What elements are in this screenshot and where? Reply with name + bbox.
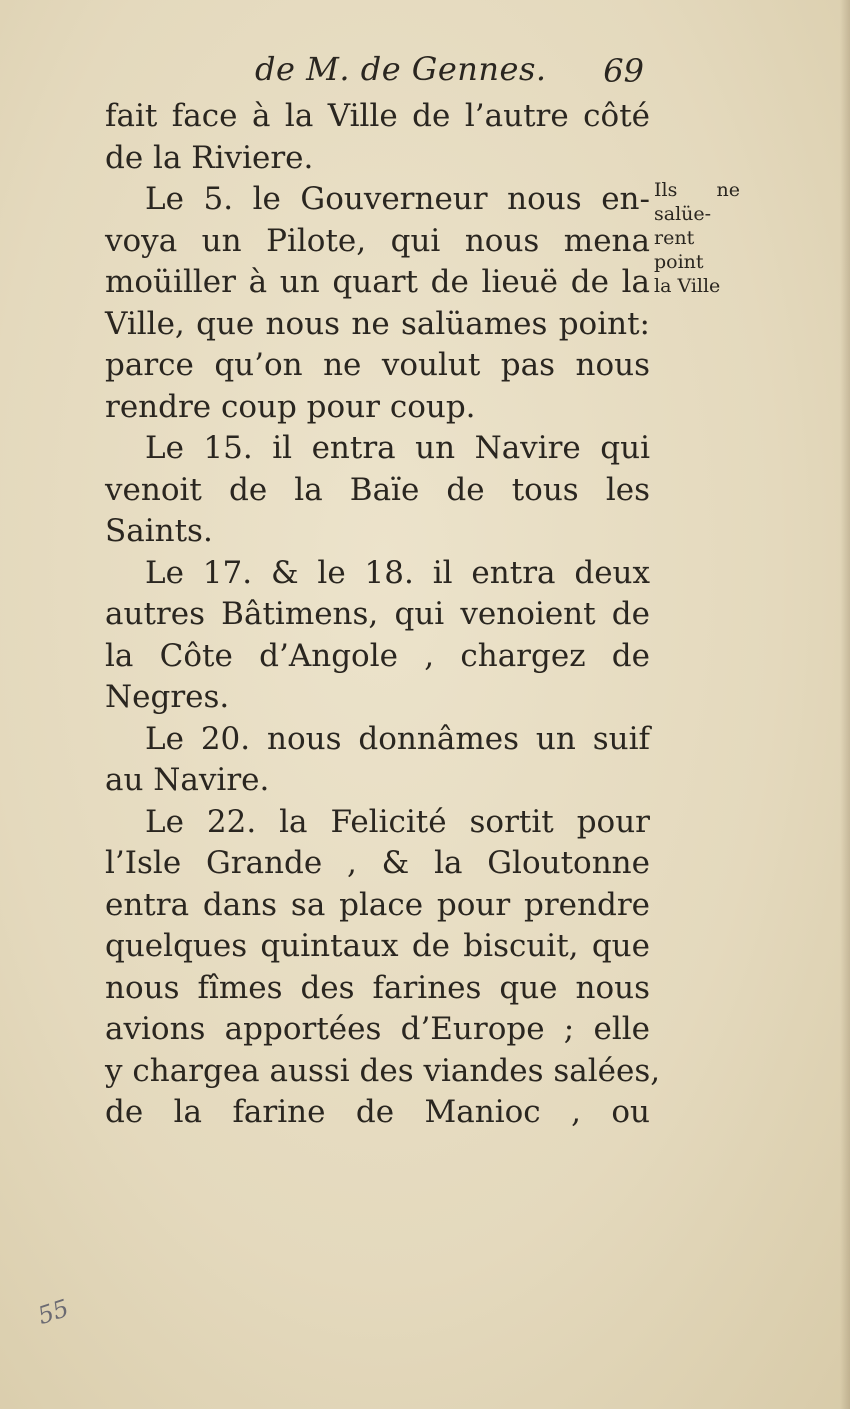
text-line: la Côte d’Angole , chargez de [105, 637, 650, 674]
margin-note-line: salüe- [654, 203, 712, 225]
text-line: de la farine de Manioc , ou [105, 1094, 650, 1130]
text-line: rendre coup pour coup. [105, 388, 476, 425]
text-line: avions apportées d’Europe ; elle [105, 1011, 650, 1047]
text-line: y chargea aussi des viandes salées, [105, 1052, 661, 1089]
page-edge-shadow [840, 0, 850, 1409]
margin-note-line: la Ville [654, 275, 721, 297]
text-line: Negres. [105, 679, 230, 715]
text-line: fait face à la Ville de l’autre côté [105, 98, 650, 134]
margin-note [654, 178, 740, 298]
margin-note-line: Ils ne [654, 179, 740, 201]
text-line: moüiller à un quart de lieuë de la [105, 264, 650, 300]
text-line: Le 20. nous donnâmes un suif [145, 720, 650, 757]
text-line: parce qu’on ne voulut pas nous [105, 347, 650, 383]
text-line: Le 5. le Gouverneur nous en- [145, 181, 650, 217]
text-line: Le 22. la Felicité sortit pour [145, 803, 650, 840]
text-line: de la Riviere. [105, 139, 314, 176]
text-line: Ville, que nous ne salüames point: [105, 305, 650, 342]
text-line: voya un Pilote, qui nous mena [105, 222, 650, 259]
margin-note-line: point [654, 251, 704, 273]
text-line: Le 17. & le 18. il entra deux [145, 554, 650, 591]
margin-note-line: rent [654, 227, 695, 249]
text-line: entra dans sa place pour prendre [105, 886, 650, 923]
pencil-annotation: 55 [34, 1293, 73, 1331]
page-number: 69 [603, 52, 644, 90]
text-line: autres Bâtimens, qui venoient de [105, 596, 650, 632]
text-line: nous fîmes des farines que nous [105, 969, 650, 1006]
text-line: Saints. [105, 513, 213, 549]
running-head [255, 50, 650, 96]
text-line: quelques quintaux de biscuit, que [105, 928, 650, 964]
body-text [105, 96, 661, 1134]
running-head-title: de M. de Gennes. [255, 50, 547, 88]
text-line: Le 15. il entra un Navire qui [145, 430, 650, 466]
text-line: venoit de la Baïe de tous les [105, 471, 650, 508]
text-line: au Navire. [105, 762, 270, 798]
text-line: l’Isle Grande , & la Gloutonne [105, 845, 650, 881]
